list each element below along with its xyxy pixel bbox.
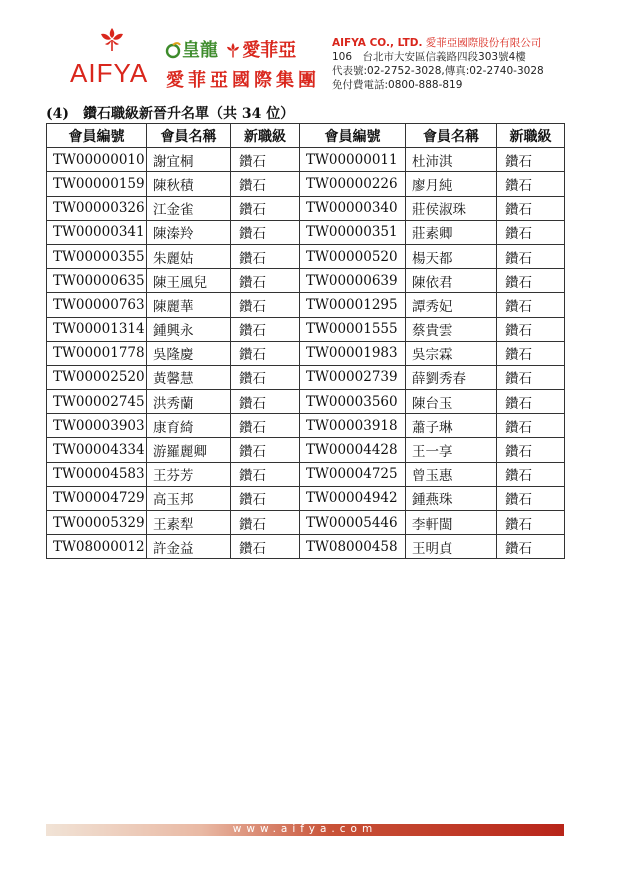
member-name-cell: 吳宗霖 (406, 341, 497, 365)
section-title: (4) 鑽石職級新晉升名單（共 34 位） (46, 106, 295, 122)
table-row (47, 244, 565, 268)
new-rank-cell: 鑽石 (497, 172, 565, 196)
new-rank-cell: 鑽石 (497, 535, 565, 559)
group-name: 愛菲亞國際集團 (166, 70, 320, 91)
new-rank-cell: 鑽石 (231, 365, 300, 389)
header-new-rank: 新職級 (231, 124, 300, 148)
member-name-cell: 李軒閩 (406, 511, 497, 535)
company-info (332, 36, 572, 92)
member-id-cell: TW00002520 (47, 365, 147, 389)
footer-url: www.aifya.com (232, 823, 378, 835)
table-header-row (47, 124, 565, 148)
new-rank-cell: 鑽石 (497, 390, 565, 414)
new-rank-cell: 鑽石 (231, 293, 300, 317)
company-phone: 代表號:02-2752-3028,傳真:02-2740-3028 (332, 65, 544, 77)
member-name-cell: 鍾興永 (147, 317, 231, 341)
member-name-cell: 謝宜桐 (147, 148, 231, 172)
new-rank-cell: 鑽石 (497, 462, 565, 486)
table-row (47, 462, 565, 486)
new-rank-cell: 鑽石 (497, 486, 565, 510)
member-id-cell: TW00003918 (300, 414, 406, 438)
member-id-cell: TW00000639 (300, 269, 406, 293)
member-id-cell: TW00003903 (47, 414, 147, 438)
table-row (47, 293, 565, 317)
member-name-cell: 譚秀妃 (406, 293, 497, 317)
member-id-cell: TW00000226 (300, 172, 406, 196)
header-member-id: 會員編號 (300, 124, 406, 148)
table-row (47, 220, 565, 244)
aifya-logo-text: AIFYA (70, 58, 149, 88)
member-name-cell: 鍾燕珠 (406, 486, 497, 510)
new-rank-cell: 鑽石 (497, 341, 565, 365)
new-rank-cell: 鑽石 (231, 414, 300, 438)
member-name-cell: 游羅麗卿 (147, 438, 231, 462)
new-rank-cell: 鑽石 (497, 293, 565, 317)
member-id-cell: TW00005446 (300, 511, 406, 535)
member-id-cell: TW00004725 (300, 462, 406, 486)
new-rank-cell: 鑽石 (497, 438, 565, 462)
new-rank-cell: 鑽石 (231, 438, 300, 462)
member-id-cell: TW00001555 (300, 317, 406, 341)
new-rank-cell: 鑽石 (497, 196, 565, 220)
new-rank-cell: 鑽石 (497, 365, 565, 389)
member-id-cell: TW00000520 (300, 244, 406, 268)
company-name-zh: 愛菲亞國際股份有限公司 (425, 37, 542, 49)
member-name-cell: 陳溱羚 (147, 220, 231, 244)
letterhead (70, 22, 570, 102)
table-row (47, 438, 565, 462)
member-id-cell: TW00001983 (300, 341, 406, 365)
new-rank-cell: 鑽石 (231, 462, 300, 486)
member-id-cell: TW00000351 (300, 220, 406, 244)
header-member-id: 會員編號 (47, 124, 147, 148)
member-name-cell: 廖月純 (406, 172, 497, 196)
member-id-cell: TW00004428 (300, 438, 406, 462)
green-swirl-icon (164, 41, 182, 59)
new-rank-cell: 鑽石 (231, 269, 300, 293)
table-row (47, 365, 565, 389)
new-rank-cell: 鑽石 (231, 511, 300, 535)
member-id-cell: TW08000458 (300, 535, 406, 559)
new-rank-cell: 鑽石 (231, 390, 300, 414)
member-id-cell: TW00000341 (47, 220, 147, 244)
table-row (47, 535, 565, 559)
table-row (47, 269, 565, 293)
new-rank-cell: 鑽石 (231, 172, 300, 196)
member-name-cell: 陳依君 (406, 269, 497, 293)
member-id-cell: TW08000012 (47, 535, 147, 559)
member-name-cell: 許金益 (147, 535, 231, 559)
table-row (47, 148, 565, 172)
new-rank-cell: 鑽石 (231, 196, 300, 220)
header-member-name: 會員名稱 (147, 124, 231, 148)
member-name-cell: 杜沛淇 (406, 148, 497, 172)
table-row (47, 341, 565, 365)
new-rank-cell: 鑽石 (231, 148, 300, 172)
member-name-cell: 陳秋積 (147, 172, 231, 196)
member-id-cell: TW00004942 (300, 486, 406, 510)
red-flower-icon (224, 41, 242, 59)
member-id-cell: TW00000326 (47, 196, 147, 220)
header-new-rank: 新職級 (497, 124, 565, 148)
member-id-cell: TW00000340 (300, 196, 406, 220)
member-id-cell: TW00004729 (47, 486, 147, 510)
company-toll-free: 免付費電話:0800-888-819 (332, 79, 463, 91)
member-name-cell: 陳麗華 (147, 293, 231, 317)
member-name-cell: 蕭子琳 (406, 414, 497, 438)
member-name-cell: 蔡貴雲 (406, 317, 497, 341)
member-id-cell: TW00001778 (47, 341, 147, 365)
table-row (47, 414, 565, 438)
new-rank-cell: 鑽石 (497, 414, 565, 438)
new-rank-cell: 鑽石 (231, 486, 300, 510)
table-row (47, 486, 565, 510)
promotion-table (46, 123, 565, 559)
table-row (47, 511, 565, 535)
member-name-cell: 楊天都 (406, 244, 497, 268)
member-id-cell: TW00003560 (300, 390, 406, 414)
member-id-cell: TW00000011 (300, 148, 406, 172)
member-name-cell: 薛劉秀春 (406, 365, 497, 389)
new-rank-cell: 鑽石 (497, 269, 565, 293)
member-id-cell: TW00002739 (300, 365, 406, 389)
table-body (47, 148, 565, 559)
new-rank-cell: 鑽石 (497, 244, 565, 268)
member-name-cell: 王一享 (406, 438, 497, 462)
member-id-cell: TW00001295 (300, 293, 406, 317)
brand-names (164, 36, 296, 62)
new-rank-cell: 鑽石 (497, 220, 565, 244)
member-id-cell: TW00004583 (47, 462, 147, 486)
member-id-cell: TW00002745 (47, 390, 147, 414)
new-rank-cell: 鑽石 (497, 148, 565, 172)
table-row (47, 172, 565, 196)
header-member-name: 會員名稱 (406, 124, 497, 148)
member-name-cell: 洪秀蘭 (147, 390, 231, 414)
member-name-cell: 朱麗姑 (147, 244, 231, 268)
company-address: 106 台北市大安區信義路四段303號4樓 (332, 51, 526, 63)
member-name-cell: 吳隆慶 (147, 341, 231, 365)
new-rank-cell: 鑽石 (231, 341, 300, 365)
table-row (47, 390, 565, 414)
member-id-cell: TW00000010 (47, 148, 147, 172)
member-id-cell: TW00000763 (47, 293, 147, 317)
member-name-cell: 莊侯淑珠 (406, 196, 497, 220)
brand-huanglong: 皇龍 (182, 40, 218, 61)
table-row (47, 317, 565, 341)
footer-bar (46, 824, 564, 836)
member-name-cell: 曾玉惠 (406, 462, 497, 486)
member-name-cell: 康育綺 (147, 414, 231, 438)
new-rank-cell: 鑽石 (497, 511, 565, 535)
new-rank-cell: 鑽石 (231, 317, 300, 341)
member-name-cell: 陳台玉 (406, 390, 497, 414)
member-id-cell: TW00000355 (47, 244, 147, 268)
new-rank-cell: 鑽石 (231, 535, 300, 559)
member-name-cell: 王素犁 (147, 511, 231, 535)
new-rank-cell: 鑽石 (497, 317, 565, 341)
new-rank-cell: 鑽石 (231, 220, 300, 244)
member-name-cell: 黃馨慧 (147, 365, 231, 389)
member-id-cell: TW00001314 (47, 317, 147, 341)
new-rank-cell: 鑽石 (231, 244, 300, 268)
flower-logo-icon (95, 26, 129, 52)
brand-aifya: 愛菲亞 (242, 40, 297, 61)
member-id-cell: TW00005329 (47, 511, 147, 535)
member-id-cell: TW00000635 (47, 269, 147, 293)
company-name-en: AIFYA CO., LTD. (332, 37, 423, 49)
member-name-cell: 高玉邦 (147, 486, 231, 510)
table-row (47, 196, 565, 220)
member-name-cell: 王芬芳 (147, 462, 231, 486)
member-id-cell: TW00004334 (47, 438, 147, 462)
member-name-cell: 王明貞 (406, 535, 497, 559)
member-name-cell: 江金雀 (147, 196, 231, 220)
member-id-cell: TW00000159 (47, 172, 147, 196)
member-name-cell: 莊素卿 (406, 220, 497, 244)
member-name-cell: 陳王風兒 (147, 269, 231, 293)
